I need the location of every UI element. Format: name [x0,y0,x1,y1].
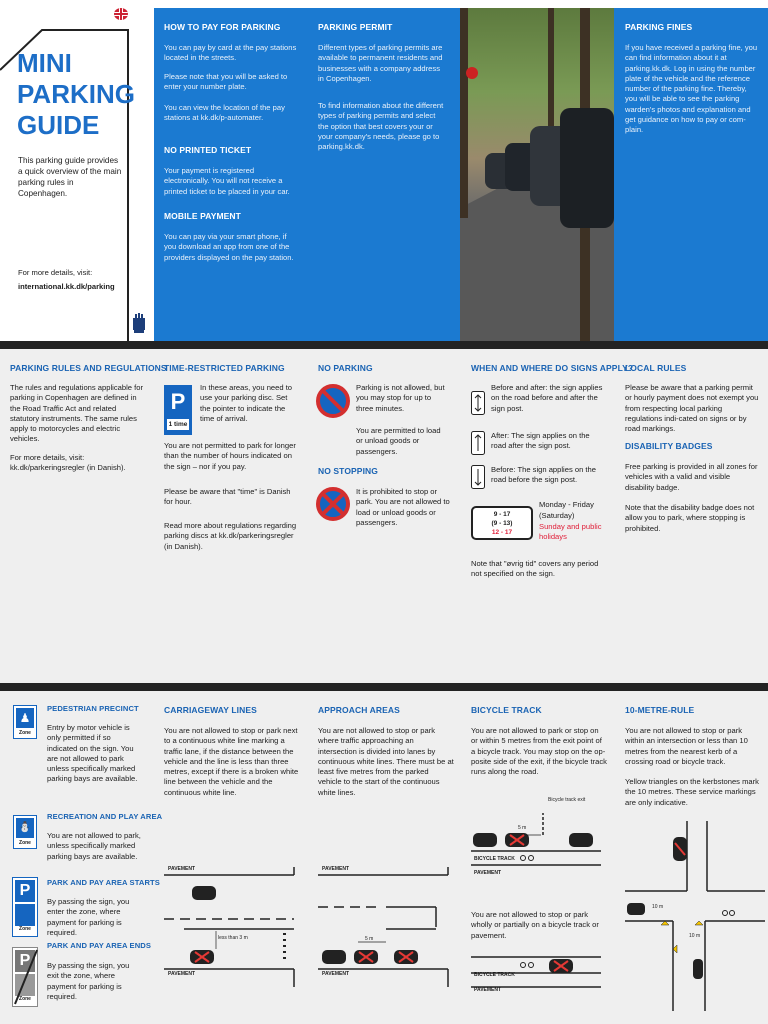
divider-2 [0,683,768,691]
parking-time-sign-icon [164,385,192,435]
mobile-payment-text: You can pay via your smart phone, if you download an app from one of the providers displayed on the pay station. [164,232,294,262]
city-crest-icon [131,312,147,334]
pedestrian-sign-label: Zone [19,730,31,736]
middle-band [0,349,768,684]
pay-start-sign-label: Zone [19,926,31,932]
no-stopping-p1: It is prohibited to stop or park. You are not allowed to load or unload goods or passengers. [356,487,450,527]
approach-pavement-top: PAVEMENT [322,866,350,872]
time-restricted-p4: Read more about regulations regarding parking discs at kk.dk/parkeringsregler (in Danish). [164,521,297,551]
how-to-pay-p3: You can view the location of the pay stations at kk.dk/p-automater. [164,103,285,123]
bicycle-distance: 5 m [518,825,527,831]
no-printed-ticket-text: Your payment is registered electronically. You will not receive a printed ticket to be placed in your car. [164,166,290,196]
pedestrian-zone-sign-icon: ♟ Zone [13,705,37,739]
local-rules-text: Please be aware that a parking permit or hourly payment does not exempt you from respecting local parking regulations indi-cated on signs or by road markings. [625,383,759,434]
ten-metre-label-h: 10 m [652,904,664,910]
title-line-2: PARKING [17,79,135,109]
ten-metre-label-v: 10 m [689,933,701,939]
bicycle-text2: You are not allowed to stop or park wholly or partially on a bicycle track or pavement. [471,910,599,940]
after-text: After: The sign applies on the road after the sign post. [491,431,590,451]
approach-diagram [318,867,458,987]
time-restricted-p2: You are not permitted to park for longer than the number of hours indicated on the sign – nor if you pay. [164,441,296,471]
permit-heading: PARKING PERMIT [318,22,393,32]
approach-pavement-bottom: PAVEMENT [322,971,350,977]
mobile-payment-heading: MOBILE PAYMENT [164,211,241,221]
pay-area-end-sign-icon: P Zone [12,947,38,1007]
carriageway-heading: CARRIAGEWAY LINES [164,705,257,715]
pay-end-heading: PARK AND PAY AREA ENDS [47,941,152,950]
approach-text: You are not allowed to stop or park where traffic approaching an intersection is divided into lanes by continuous white lines. There must be at least five metres from the parked vehicle to the start of the continuous white lines. [318,726,454,797]
street-photo-scene [460,8,614,343]
carriageway-pavement-bottom: PAVEMENT [168,971,196,977]
carriageway-pavement-top: PAVEMENT [168,866,196,872]
before-after-text: Before and after: the sign applies on the road before and after the sign post. [491,383,603,413]
disability-p2: Note that the disability badge does not allow you to park, where stopping is prohibited. [625,503,755,533]
no-printed-ticket-heading: NO PRINTED TICKET [164,145,252,155]
parking-sign-letter: P [170,389,186,414]
saturday-label: (Saturday) [539,511,575,520]
disability-heading: DISABILITY BADGES [625,441,713,451]
bicycle-track-label-2: BICYCLE TRACK [474,972,515,978]
title-line-1: MINI [17,48,72,78]
cover-intro: This parking guide provides a quick overview of the main parking rules in Copenhagen. [18,156,122,198]
time-restricted-p1: In these areas, you need to use your parking disc. Set the pointer to indicate the time of arrival. [200,383,293,423]
bicycle-diagram-bottom [471,953,611,1003]
pedestrian-text: Entry by motor vehicle is only permitted if so indicated on the sign. You are not allowed to park unless specifically marked parking bays are available. [47,723,138,784]
before-text: Before: The sign applies on the road before the sign post. [491,465,596,485]
local-rules-heading: LOCAL RULES [625,363,687,373]
recreation-text: You are not allowed to park, unless specifically marked parking bays are available. [47,831,141,861]
recreation-heading: RECREATION AND PLAY AREA [47,812,163,821]
time-restricted-p3: Please be aware that "time" is Danish for hour. [164,487,291,507]
cover-details-label: For more details, visit: [18,268,93,277]
play-area-zone-sign-icon: ⛄ Zone [13,815,37,849]
permit-p1: Different types of parking permits are available to permanent residents and businesses with a company address in Copenhagen. [318,43,443,83]
pay-start-text: By passing the sign, you enter the zone, where payment for parking is required. [47,897,130,937]
how-to-pay-p1: You can pay by card at the pay stations located in the streets. [164,43,297,63]
bicycle-text1: You are not allowed to park or stop on or within 5 metres from the exit point of a bicycle track. You may stop on the op-posite side of the exit, if the bicycle track runs along the road. [471,726,607,777]
arrow-down-icon [471,465,485,489]
fines-heading: PARKING FINES [625,22,693,32]
bottom-band [0,691,768,1024]
sunday-label: Sunday and public holidays [539,522,602,542]
time-plate-sign [471,506,533,540]
pay-start-heading: PARK AND PAY AREA STARTS [47,878,160,887]
bicycle-pavement-label: PAVEMENT [474,870,502,876]
bicycle-heading: BICYCLE TRACK [471,705,542,715]
disability-p1: Free parking is provided in all zones for vehicles with a valid and visible disability badge. [625,462,758,492]
permit-p2: To find information about the different types of parking permits and select the option that best covers your or your company's needs, please go to parking.kk.dk. [318,101,444,152]
no-parking-p2: You are permitted to load or unload goods or passengers. [356,426,441,456]
no-parking-sign-icon [316,384,350,418]
signs-apply-note: Note that "øvrig tid" covers any period not specified on the sign. [471,559,599,579]
signs-apply-heading: WHEN AND WHERE DO SIGNS APPLY? [471,363,634,373]
no-stopping-heading: NO STOPPING [318,466,378,476]
street-photo [460,8,614,343]
how-to-pay-heading: HOW TO PAY FOR PARKING [164,22,281,32]
approach-distance: 5 m [365,936,374,942]
how-to-pay-p2: Please note that you will be asked to enter your number plate. [164,72,288,92]
arrow-both-icon [471,391,485,415]
parking-sign-plate: 1 time [168,421,188,428]
plate-row-2: (9 - 13) [491,520,513,527]
rules-heading: PARKING RULES AND REGULATIONS [10,363,167,373]
weekday-label: Monday - Friday [539,500,594,509]
cover-details-link[interactable]: international.kk.dk/parking [18,282,115,291]
bicycle-pavement-label-2: PAVEMENT [474,987,502,993]
pay-end-sign-label: Zone [19,996,31,1002]
bicycle-track-label: BICYCLE TRACK [474,856,515,862]
ten-metre-p2: Yellow triangles on the kerbstones mark the 10 metres. These service markings are only indicative. [625,777,759,807]
approach-heading: APPROACH AREAS [318,705,400,715]
pay-area-start-sign-icon: P Zone [12,877,38,937]
ten-metre-p1: You are not allowed to stop or park within an intersection or less than 10 metres from the nearest kerb of a crossing road or bicycle track. [625,726,748,766]
cover-title [17,48,135,141]
no-parking-heading: NO PARKING [318,363,373,373]
fines-text: If you have received a parking fine, you can find information about it at parking.kk.dk. Log in using the number plate of the vehicle and the reference number of the parking fine. Thereby, you will be able to see the parking warden's photos and explanation and get guidance on how to pay or com-plain. [625,43,758,135]
carriageway-text: You are not allowed to stop or park next to a continuous white line marking a traffic lane, if the distance between the vehicle and the line is less than three metres, except if there is a broken white line between the vehicle and the continuous white line. [164,726,299,797]
rules-p2: For more details, visit: kk.dk/parkeringsregler (in Danish). [10,453,126,473]
title-line-3: GUIDE [17,110,100,140]
pedestrian-heading: PEDESTRIAN PRECINCT [47,704,139,713]
no-parking-p1: Parking is not allowed, but you may stop for up to three minutes. [356,383,445,413]
uk-flag-icon[interactable] [114,8,128,20]
divider-1 [0,341,768,349]
ten-metre-heading: 10-METRE-RULE [625,705,695,715]
rules-p1: The rules and regulations applicable for parking in Copenhagen are defined in the Road Traffic Act and related statutory instruments. The same rules apply to motorcycles and electric vehicles. [10,383,143,444]
carriageway-distance: less than 3 m [218,935,248,941]
top-band [0,0,768,343]
bicycle-exit-label: Bicycle track exit [548,797,586,803]
plate-row-3: 12 - 17 [491,529,513,536]
pay-end-text: By passing the sign, you exit the zone, where payment for parking is required. [47,961,130,1001]
recreation-sign-label: Zone [19,840,31,846]
no-stopping-sign-icon [316,487,350,521]
ten-metre-diagram [625,821,765,1011]
arrow-up-icon [471,431,485,455]
time-restricted-heading: TIME-RESTRICTED PARKING [164,363,285,373]
carriageway-diagram [164,867,304,987]
plate-row-1: 9 - 17 [493,511,511,518]
